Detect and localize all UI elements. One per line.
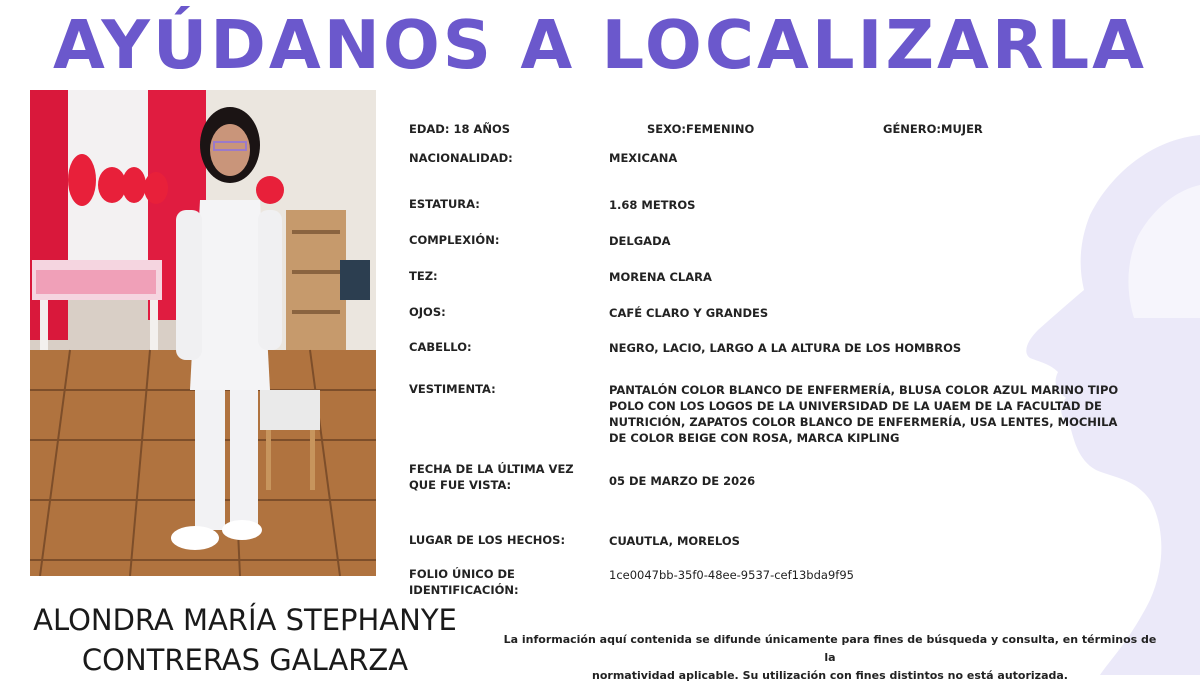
- eyes-value: CAFÉ CLARO Y GRANDES: [609, 306, 769, 320]
- eyes-label: OJOS:: [409, 305, 446, 319]
- disclaimer-line-1: La información aquí contenida se difunde únicamente para fines de búsqueda y consulta, en términos de la: [503, 633, 1157, 664]
- hair-value: NEGRO, LACIO, LARGO A LA ALTURA DE LOS HOMBROS: [609, 341, 962, 355]
- clothing-value-line-1: PANTALÓN COLOR BLANCO DE ENFERMERÍA, BLUSA COLOR AZUL MARINO TIPO: [609, 383, 1119, 397]
- age-field: EDAD: 18 AÑOS: [409, 122, 511, 136]
- folio-label-line-1: FOLIO ÚNICO DE: [409, 567, 515, 581]
- skin-label: TEZ:: [409, 269, 438, 283]
- place-label: LUGAR DE LOS HECHOS:: [409, 533, 566, 547]
- sex-field: SEXO:FEMENINO: [647, 122, 755, 136]
- nationality-value: MEXICANA: [609, 151, 678, 165]
- folio-value: 1ce0047bb-35f0-48ee-9537-cef13bda9f95: [609, 568, 854, 582]
- clothing-value-line-2: POLO CON LOS LOGOS DE LA UNIVERSIDAD DE LA UAEM DE LA FACULTAD DE: [609, 399, 1102, 413]
- place-value: CUAUTLA, MORELOS: [609, 534, 740, 548]
- disclaimer-line-2: normatividad aplicable. Su utilización con fines distintos no está autorizada.: [592, 669, 1068, 682]
- clothing-value-line-3: NUTRICIÓN, ZAPATOS COLOR BLANCO DE ENFERMERÍA, USA LENTES, MOCHILA: [609, 415, 1118, 429]
- folio-label-line-2: IDENTIFICACIÓN:: [409, 583, 519, 597]
- build-value: DELGADA: [609, 234, 671, 248]
- page-title: AYÚDANOS A LOCALIZARLA: [52, 6, 1148, 84]
- last-seen-label-line-1: FECHA DE LA ÚLTIMA VEZ: [409, 462, 574, 476]
- last-seen-value: 05 DE MARZO DE 2026: [609, 474, 756, 488]
- person-name-line-2: CONTRERAS GALARZA: [81, 643, 409, 677]
- height-value: 1.68 METROS: [609, 198, 696, 212]
- build-label: COMPLEXIÓN:: [409, 233, 500, 247]
- legal-disclaimer: [500, 631, 1160, 685]
- gender-field: GÉNERO:MUJER: [883, 122, 983, 136]
- missing-person-photo: [30, 90, 376, 576]
- skin-value: MORENA CLARA: [609, 270, 712, 284]
- clothing-label: VESTIMENTA:: [409, 382, 496, 396]
- height-label: ESTATURA:: [409, 197, 480, 211]
- person-name-line-1: ALONDRA MARÍA STEPHANYE: [33, 603, 457, 637]
- hair-label: CABELLO:: [409, 340, 472, 354]
- nationality-label: NACIONALIDAD:: [409, 151, 513, 165]
- last-seen-label-line-2: QUE FUE VISTA:: [409, 478, 512, 492]
- clothing-value-line-4: DE COLOR BEIGE CON ROSA, MARCA KIPLING: [609, 431, 900, 445]
